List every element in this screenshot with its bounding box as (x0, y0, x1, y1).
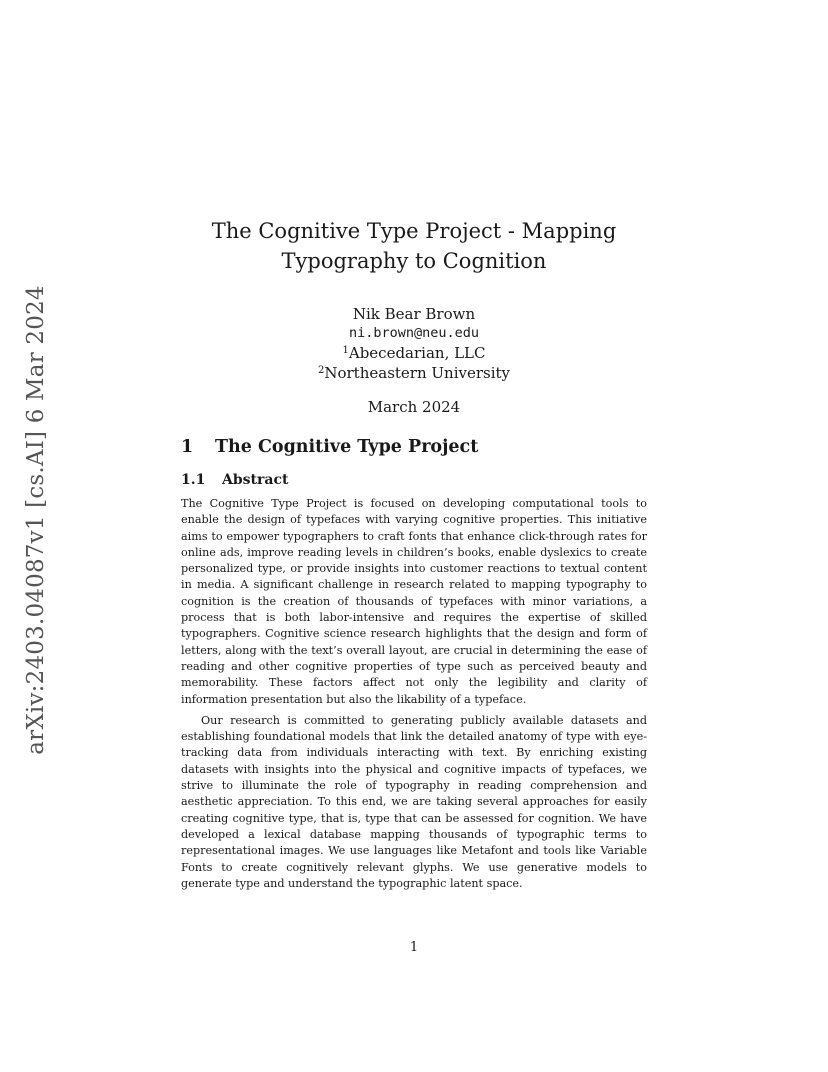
affiliation-1-name: Abecedarian, LLC (348, 344, 486, 362)
section-number: 1 (181, 437, 194, 457)
affiliation-1 (0, 343, 828, 363)
affiliation-2-marker: 2 (317, 365, 325, 376)
affiliation-1-marker: 1 (342, 345, 349, 356)
title-line-2: Typography to Cognition (281, 249, 547, 273)
arxiv-side-stamp: arXiv:2403.04087v1 [cs.AI] 6 Mar 2024 (23, 285, 49, 755)
affiliation-2 (0, 363, 828, 383)
page-number: 1 (409, 940, 419, 955)
paper-date: March 2024 (367, 398, 461, 416)
author-email: ni.brown@neu.edu (348, 325, 480, 341)
subsection-heading (181, 470, 647, 490)
abstract-paragraph-1: The Cognitive Type Project is focused on developing computational tools to enable the design of typefaces with varying cognitive properties. This initiative aims to empower typographers to craft fonts that enhance click-through rates for online ads, improve reading levels in children’s books, enable dyslexics to create personalized type, or provide insights into customer reactions to textual content in media. A significant challenge in research related to mapping typography to cognition is the creation of thousands of typefaces with minor variations, a process that is both labor-intensive and requires the expertise of skilled typographers. Cognitive science research highlights that the design and form of letters, along with the text’s overall layout, are crucial in determining the ease of reading and other cognitive properties of type such as perceived beauty and memorability. These factors affect not only the legibility and clarity of information presentation but also the likability of a typeface. (181, 497, 647, 706)
subsection-title: Abstract (222, 472, 289, 488)
author-name: Nik Bear Brown (352, 305, 476, 323)
paper-body (181, 434, 647, 892)
subsection-number: 1.1 (181, 472, 206, 488)
section-heading (181, 434, 647, 460)
paper-title (0, 216, 828, 276)
title-block (0, 216, 828, 417)
section-title: The Cognitive Type Project (215, 437, 479, 457)
affiliation-2-name: Northeastern University (324, 364, 511, 382)
title-line-1: The Cognitive Type Project - Mapping (211, 219, 617, 243)
abstract-paragraph-2: Our research is committed to generating publicly available datasets and establishing foundational models that link the detailed anatomy of type with eye-tracking data from individuals interacting with text. By enriching existing datasets with insights into the physical and cognitive impacts of typefaces, we strive to illuminate the role of typography in reading comprehension and aesthetic appreciation. To this end, we are taking several approaches for easily creating cognitive type, that is, type that can be assessed for cognition. We have developed a lexical database mapping thousands of typographic terms to representational images. We use languages like Metafont and tools like Variable Fonts to create cognitively relevant glyphs. We use generative models to generate type and understand the typographic latent space. (181, 713, 647, 890)
